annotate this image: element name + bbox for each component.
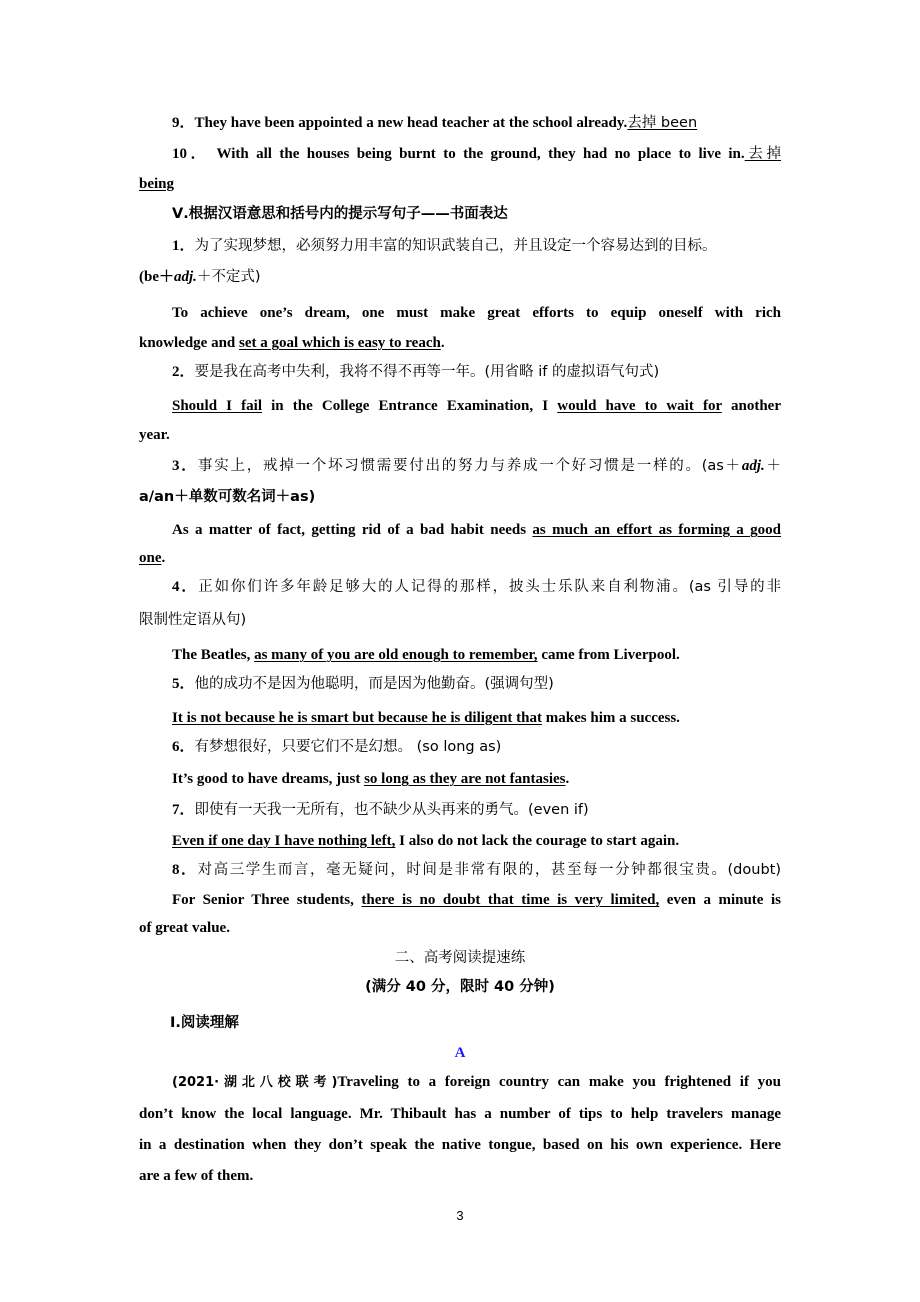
item-number: 1． — [172, 238, 195, 254]
chinese-prompt: 要是我在高考中失利，我将不得不再等一年。(用省略 if 的虚拟语气句式) — [194, 364, 660, 380]
item-9 — [172, 113, 781, 133]
q2-answer-line2: year. — [139, 427, 170, 443]
q7-answer — [172, 831, 781, 851]
passage-text: Traveling to a foreign country can make you frightened if you — [337, 1074, 781, 1090]
part-two-title: 二、高考阅读提速练 — [394, 950, 526, 966]
item-number: 9． — [172, 115, 195, 131]
q3-answer-line1 — [172, 520, 781, 540]
item-number: 2． — [172, 364, 195, 380]
passage-line-3: in a destination when they don’t speak the native tongue, based on his own experience. Here — [139, 1137, 781, 1153]
answer-underlined: one — [139, 550, 162, 566]
chinese-prompt: 即使有一天我一无所有，也不缺少从头再来的勇气。(even if) — [194, 802, 589, 818]
hint-text: ＋不定式) — [196, 269, 261, 285]
answer-underlined: as much an effort as forming a good — [532, 522, 781, 538]
chinese-prompt: 他的成功不是因为他聪明，而是因为他勤奋。(强调句型) — [194, 676, 554, 692]
answer-underlined: as many of you are old enough to remember, — [254, 647, 538, 663]
q5-chinese — [172, 674, 781, 694]
hint-text: ＋ — [764, 458, 781, 474]
hint-text: adj. — [741, 458, 765, 474]
q8-answer-line1 — [172, 890, 781, 910]
answer-text: . — [565, 771, 570, 787]
chinese-prompt: 对高三学生而言，毫无疑问，时间是非常有限的，甚至每一分钟都很宝贵。(doubt) — [197, 862, 781, 878]
page-number: 3 — [456, 1208, 464, 1223]
q1-chinese — [172, 236, 781, 256]
answer-text: It’s good to have dreams, just — [172, 771, 365, 787]
answer-underlined: It is not because he is smart but because he is diligent that — [172, 710, 543, 726]
q4-answer — [172, 645, 781, 665]
item-number: 5． — [172, 676, 195, 692]
passage-label: A — [454, 1045, 466, 1061]
answer-underlined: Even if one day I have nothing left, — [172, 833, 396, 849]
q5-answer — [172, 708, 781, 728]
answer-text: makes him a success. — [542, 710, 680, 726]
q4-chinese — [172, 577, 781, 597]
item-answer: 去掉 been — [627, 115, 698, 131]
q6-answer — [172, 769, 781, 789]
part-two-subtitle — [139, 977, 781, 997]
chinese-prompt: 有梦想很好，只要它们不是幻想。 (so long as) — [194, 739, 502, 755]
hint-text: 限制性定语从句) — [139, 612, 247, 628]
item-number: 10． — [172, 146, 210, 162]
q8-chinese — [172, 860, 781, 880]
answer-text: . — [440, 335, 445, 351]
chinese-prompt: 为了实现梦想，必须努力用丰富的知识武装自己，并且设定一个容易达到的目标。 — [194, 238, 717, 254]
answer-underlined: Should I fail — [172, 398, 262, 414]
answer-text: For Senior Three students, — [172, 892, 362, 908]
answer-text: As a matter of fact, getting rid of a bad habit needs — [172, 522, 533, 538]
item-number: 7． — [172, 802, 195, 818]
item-10 — [172, 144, 781, 164]
item-text: They have been appointed a new head teacher at the school already. — [194, 115, 628, 131]
answer-text: another — [721, 398, 781, 414]
answer-text: . — [161, 550, 166, 566]
answer-text: I also do not lack the courage to start again. — [395, 833, 680, 849]
answer-underlined: so long as they are not fantasies — [364, 771, 566, 787]
reading-section-heading: Ⅰ.阅读理解 — [170, 1015, 239, 1031]
q1-hint — [139, 267, 781, 287]
answer-text: in the College Entrance Examination, I — [262, 398, 558, 414]
answer-text: came from Liverpool. — [537, 647, 680, 663]
passage-line-1 — [172, 1072, 781, 1093]
item-text: With all the houses being burnt to the ground, they had no place to live in. — [216, 146, 745, 162]
passage-line-4: are a few of them. — [139, 1168, 254, 1184]
passage-line-2: don’t know the local language. Mr. Thibault has a number of tips to help travelers manage — [139, 1106, 781, 1122]
item-number: 6． — [172, 739, 195, 755]
subtitle-text: (满分 40 分，限时 40 分钟) — [365, 979, 555, 995]
answer-underlined: set a goal which is easy to reach — [239, 335, 441, 351]
q3-chinese — [172, 456, 781, 476]
q8-answer-line2: of great value. — [139, 920, 230, 936]
chinese-prompt: 正如你们许多年龄足够大的人记得的那样，披头士乐队来自利物浦。(as 引导的非 — [198, 579, 781, 595]
item-number: 8． — [172, 862, 198, 878]
answer-text: knowledge and — [139, 335, 240, 351]
passage-source: (2021·湖北八校联考) — [172, 1075, 338, 1090]
chinese-prompt: 事实上，戒掉一个坏习惯需要付出的努力与养成一个好习惯是一样的。(as＋ — [198, 458, 742, 474]
q4-chinese-line2 — [139, 610, 781, 630]
item-number: 3． — [172, 458, 198, 474]
q3-chinese-line2 — [139, 487, 781, 507]
hint-text: a/an＋单数可数名词＋as) — [139, 489, 316, 505]
hint-text: (be＋ — [139, 269, 174, 285]
q6-chinese — [172, 737, 781, 757]
item-number: 4． — [172, 579, 199, 595]
q7-chinese — [172, 800, 781, 820]
item-answer: 去掉 — [744, 146, 781, 162]
answer-underlined: there is no doubt that time is very limited, — [361, 892, 660, 908]
q2-chinese — [172, 362, 781, 382]
answer-text: even a minute is — [659, 892, 781, 908]
q3-answer-line2 — [139, 548, 781, 568]
q1-answer-line1: To achieve one’s dream, one must make great efforts to equip oneself with rich — [172, 305, 781, 321]
section-v-heading: Ⅴ.根据汉语意思和括号内的提示写句子——书面表达 — [172, 206, 508, 222]
q1-answer-line2 — [139, 333, 781, 353]
hint-text: adj. — [174, 269, 197, 285]
item-answer: being — [139, 176, 175, 192]
item-10-cont — [139, 174, 781, 194]
answer-underlined: would have to wait for — [557, 398, 722, 414]
answer-text: The Beatles, — [172, 647, 255, 663]
q2-answer-line1 — [172, 396, 781, 416]
